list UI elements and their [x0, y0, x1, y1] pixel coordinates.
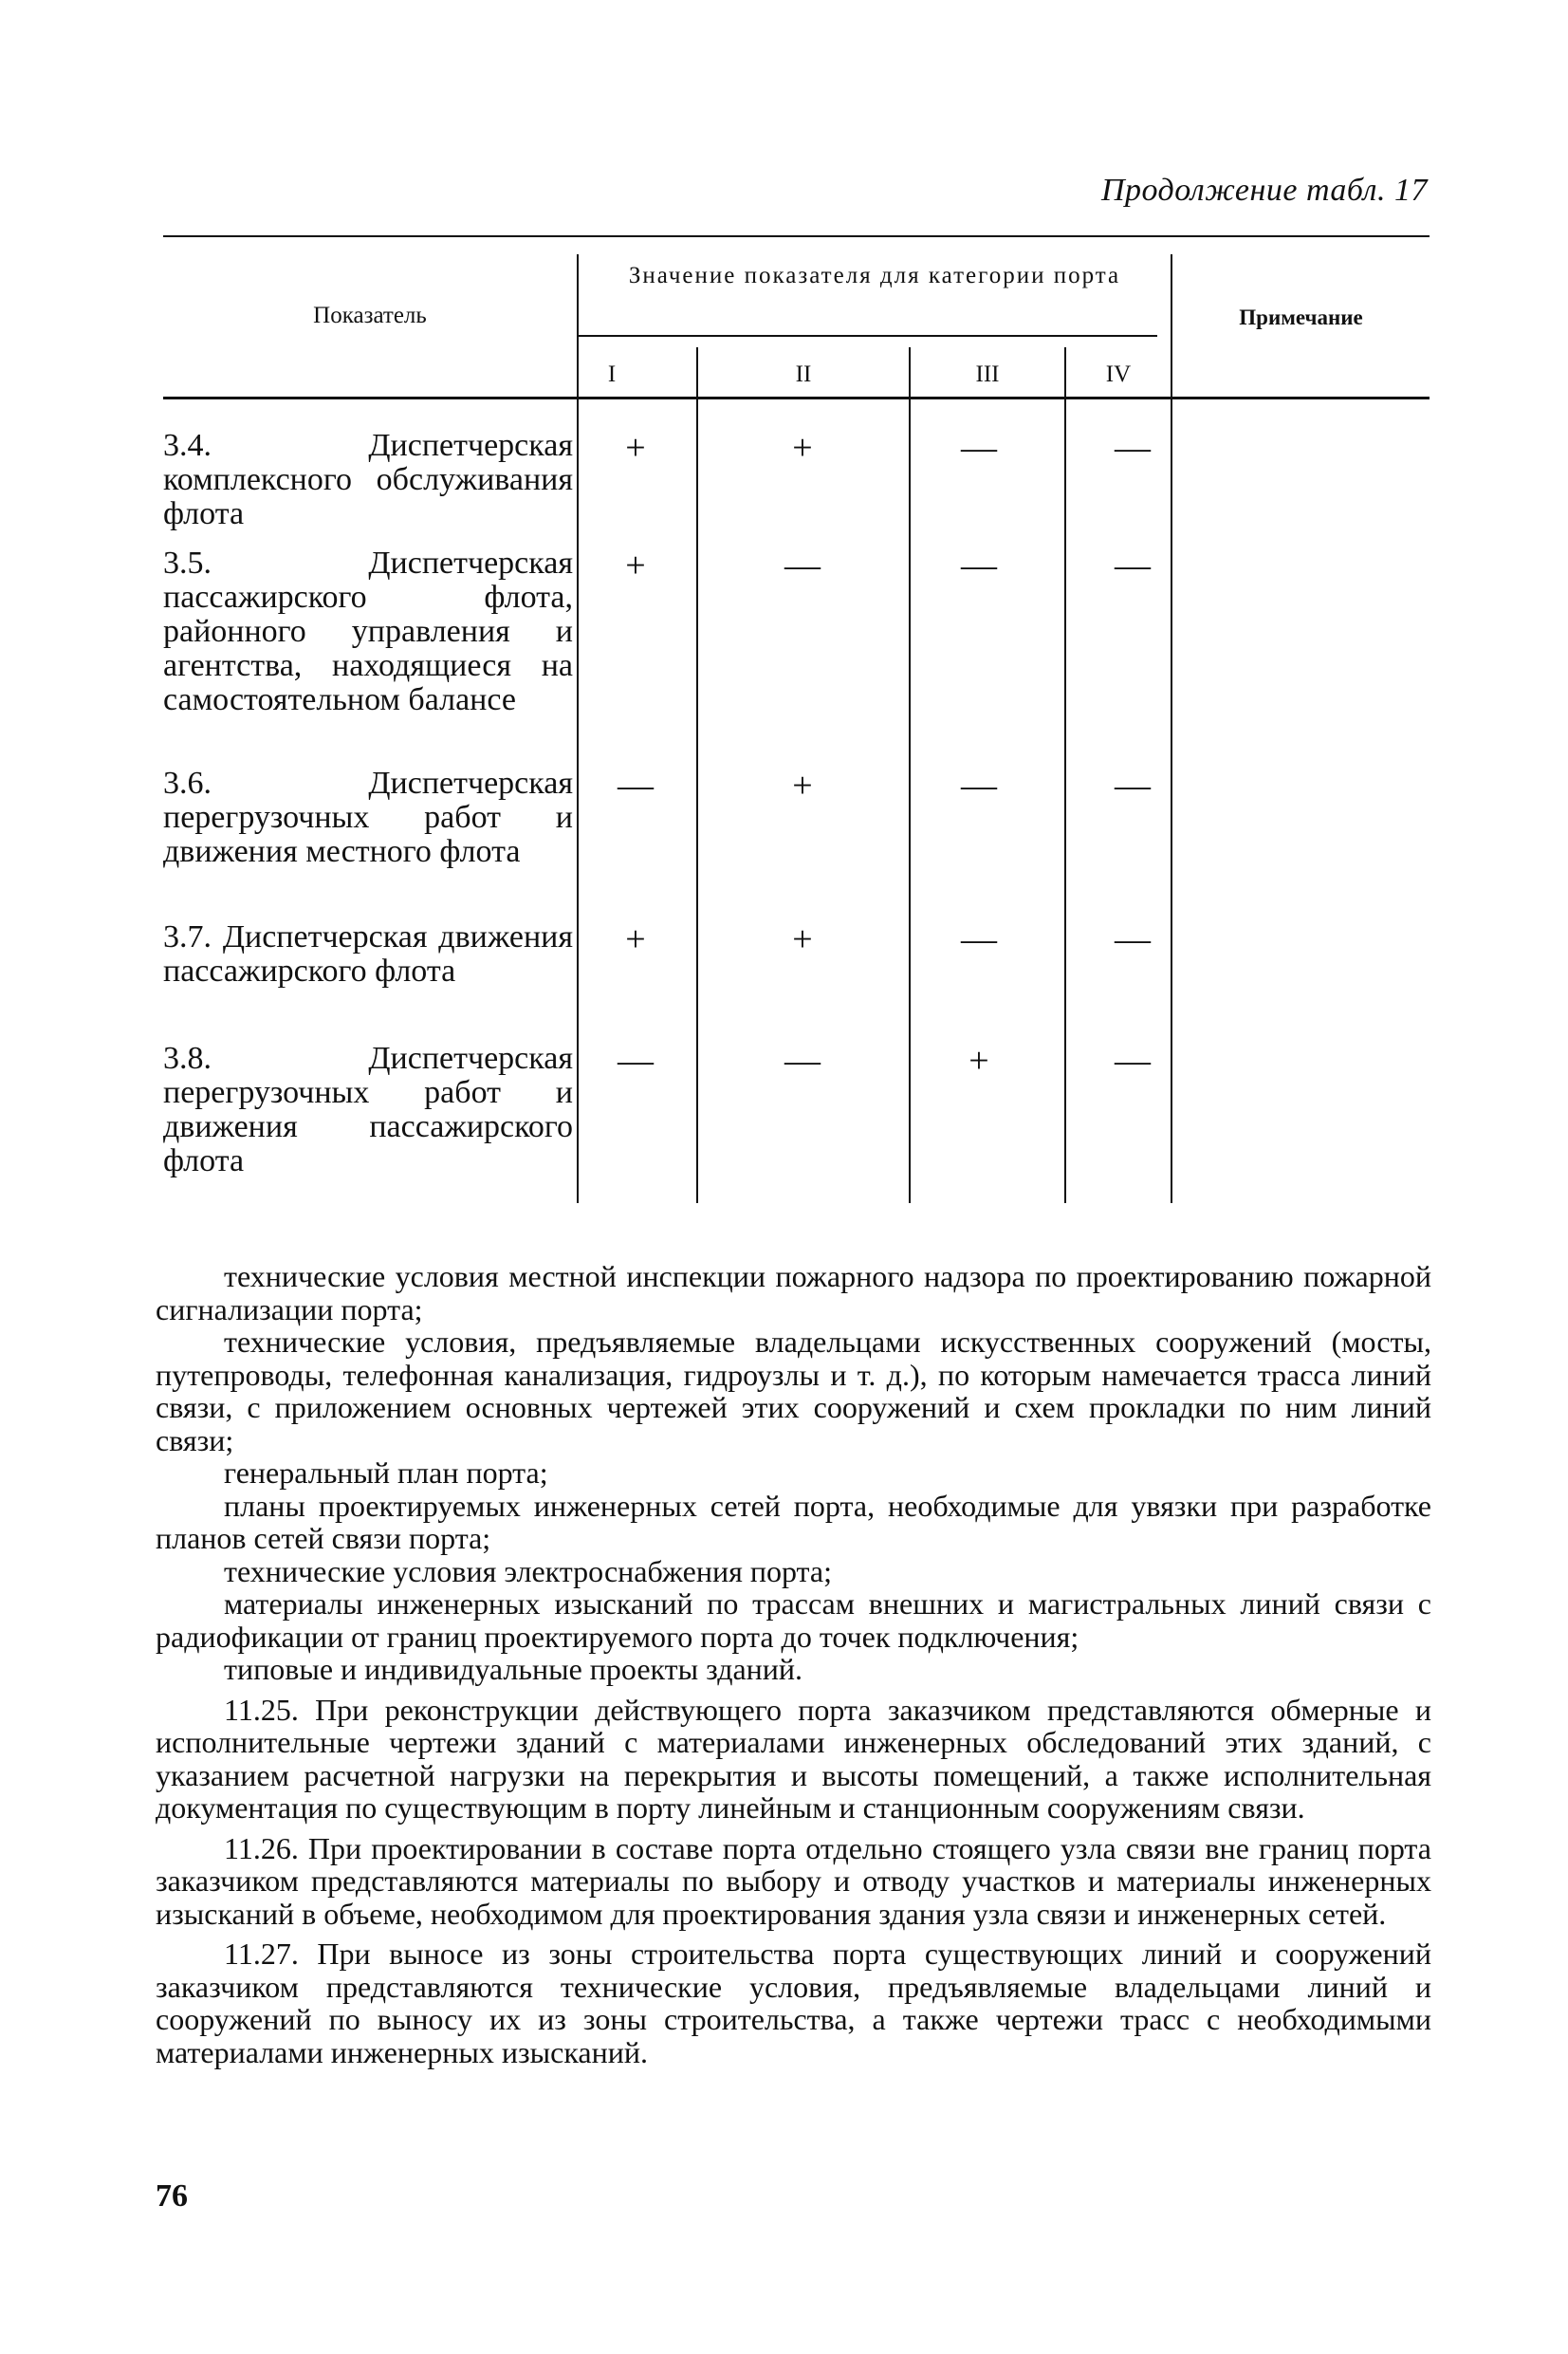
header-sub-rule	[579, 335, 1157, 337]
row-mark-cat-2: —	[784, 1041, 821, 1081]
paragraph: планы проектируемых инженерных сетей порта, необходимые для увязки при разработке планов сетей связи порта;	[156, 1488, 1431, 1555]
row-mark-cat-4: —	[1115, 766, 1151, 806]
table-row-label: 3.8. Диспетчерская перегрузочных работ и движения пассажирского флота	[163, 1041, 573, 1178]
row-mark-cat-2: +	[792, 428, 813, 468]
paragraph: генеральный план порта;	[224, 1455, 548, 1490]
table-row-label: 3.5. Диспетчерская пассажирского флота, районного управления и агентства, находящиеся на самостоятельном балансе	[163, 546, 573, 717]
table-row-label: 3.6. Диспетчерская перегрузочных работ и движения местного флота	[163, 766, 573, 869]
row-mark-cat-1: —	[618, 1041, 654, 1081]
row-mark-cat-4: —	[1115, 1041, 1151, 1081]
row-mark-cat-3: —	[961, 428, 997, 468]
row-mark-cat-3: +	[968, 1041, 989, 1081]
row-mark-cat-3: —	[961, 546, 997, 585]
header-cat-3: III	[975, 361, 1000, 387]
header-cat-1: I	[607, 361, 617, 387]
table-caption: Продолжение табл. 17	[1100, 173, 1428, 208]
row-mark-cat-1: +	[625, 546, 646, 585]
table-row-label: 3.4. Диспетчерская комплексного обслуживания флота	[163, 428, 573, 531]
table-top-rule	[163, 235, 1430, 237]
paragraph: 11.26. При проектировании в составе порта отдельно стоящего узла связи вне границ порта заказчиком представляются материалы по выбору и отводу участков и материалы инженерных изысканий в объеме, необходимом для проектирования здания узла связи и инженерных сетей.	[156, 1830, 1431, 1931]
header-note: Примечание	[1239, 306, 1363, 329]
row-mark-cat-2: +	[792, 919, 813, 959]
table-row-label: 3.7. Диспетчерская движения пассажирского флота	[163, 919, 573, 989]
paragraph: технические условия местной инспекции пожарного надзора по проектированию пожарной сигнализации порта;	[156, 1259, 1431, 1326]
row-mark-cat-3: —	[961, 766, 997, 806]
row-mark-cat-3: —	[961, 919, 997, 959]
row-mark-cat-1: +	[625, 919, 646, 959]
row-mark-cat-2: —	[784, 546, 821, 585]
paragraph: технические условия, предъявляемые владельцами искусственных сооружений (мосты, путепроводы, телефонная канализация, гидроузлы и т. д.), по которым намечается трасса линий связи, с приложением основных чертежей этих сооружений и схем прокладки по ним линий связи;	[156, 1325, 1431, 1457]
paragraph: 11.25. При реконструкции действующего порта заказчиком представляются обмерные и исполнительные чертежи зданий с материалами инженерных обследований этих зданий, с указанием расчетной нагрузки на перекрытия и высоты помещений, а также исполнительная документация по существующим в порту линейным и станционным сооружениям связи.	[156, 1692, 1431, 1825]
row-mark-cat-2: +	[792, 766, 813, 806]
header-cat-4: IV	[1105, 361, 1132, 387]
paragraph: материалы инженерных изысканий по трассам внешних и магистральных линий связи с радиофикации от границ проектируемого порта до точек подключения;	[156, 1586, 1431, 1654]
row-mark-cat-1: —	[618, 766, 654, 806]
header-indicator: Показатель	[313, 303, 427, 328]
row-mark-cat-1: +	[625, 428, 646, 468]
paragraph: 11.27. При выносе из зоны строительства порта существующих линий и сооружений заказчиком представляются технические условия, предъявляемые владельцами линий и сооружений по выносу их из зоны строительства, а также чертежи трасс с необходимыми материалами инженерных изысканий.	[156, 1937, 1431, 2069]
header-bottom-rule	[163, 397, 1430, 399]
page-number: 76	[156, 2178, 188, 2214]
header-value-group: Значение показателя для категории порта	[628, 263, 1121, 288]
body-text	[156, 1260, 1431, 2068]
row-mark-cat-4: —	[1115, 919, 1151, 959]
paragraph: типовые и индивидуальные проекты зданий.	[224, 1652, 803, 1686]
row-mark-cat-4: —	[1115, 428, 1151, 468]
paragraph: технические условия электроснабжения порта;	[224, 1553, 832, 1588]
header-cat-2: II	[795, 361, 812, 387]
categories-table	[163, 235, 1430, 1205]
row-mark-cat-4: —	[1115, 546, 1151, 585]
